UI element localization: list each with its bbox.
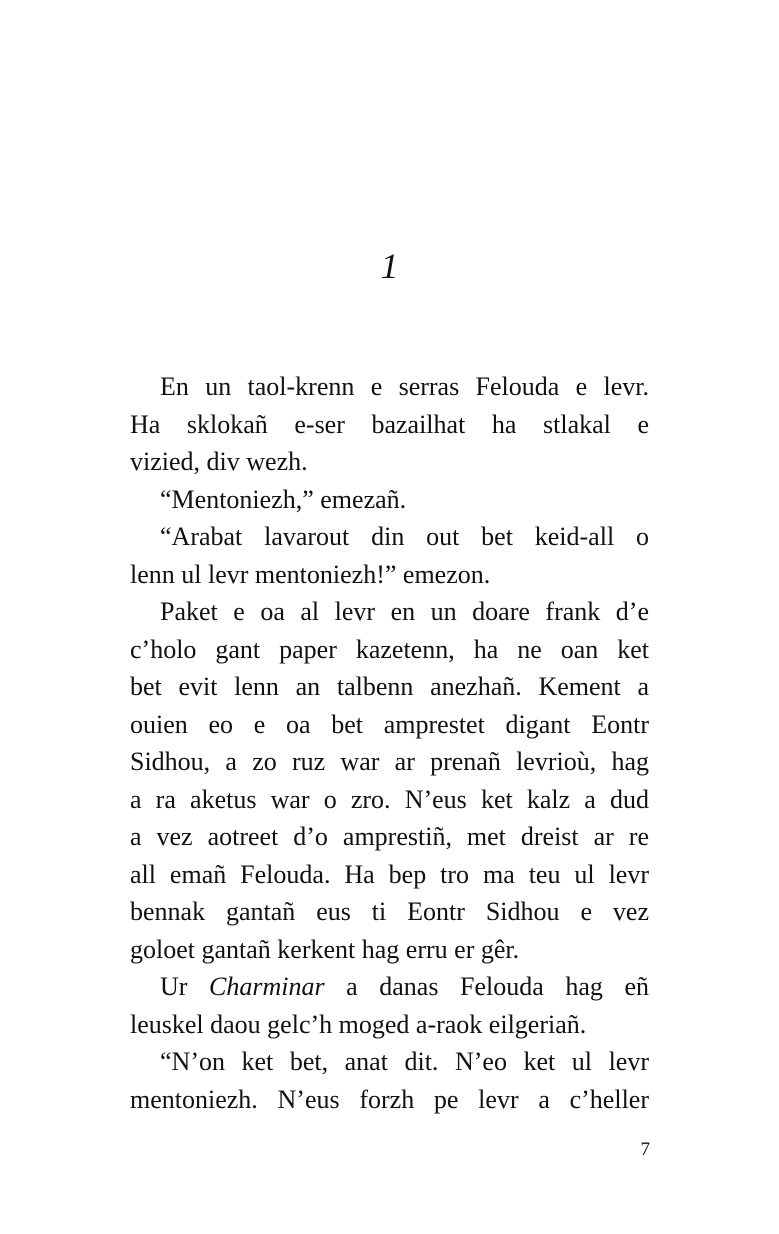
page-number: 7 <box>640 1139 650 1160</box>
text-line: goloet gantañ kerkent hag erru er gêr. <box>130 934 520 964</box>
body-text <box>130 368 649 1118</box>
text-line: bet evit lenn an talbenn anezhañ. Kement a <box>130 672 649 701</box>
text-line: “Mentoniezh,” emezañ. <box>160 484 407 514</box>
text-line: leuskel daou gelc’h moged a-raok eilgeriañ. <box>130 1009 587 1039</box>
text-line: Paket e oa al levr en un doare frank d’e <box>160 597 649 626</box>
text-line: a ra aketus war o zro. N’eus ket kalz a dud <box>130 784 649 814</box>
text-line: En un taol-krenn e serras Felouda e levr. <box>160 372 649 401</box>
text-line: lenn ul levr mentoniezh!” emezon. <box>130 559 491 589</box>
text-line: mentoniezh. N’eus forzh pe levr a c’heller <box>130 1084 649 1114</box>
chapter-number: 1 <box>380 246 399 286</box>
text-line: a vez aotreet d’o amprestiñ, met dreist ar re <box>130 822 649 851</box>
text-line: vizied, div wezh. <box>130 447 308 476</box>
text-line: c’holo gant paper kazetenn, ha ne oan ket <box>130 634 649 664</box>
text-line: all emañ Felouda. Ha bep tro ma teu ul levr <box>130 859 649 889</box>
text-line <box>130 968 649 1006</box>
text-run: a danas Felouda hag eñ <box>324 972 649 1001</box>
text-line: bennak gantañ eus ti Eontr Sidhou e vez <box>130 897 649 926</box>
text-line: Sidhou, a zo ruz war ar prenañ levrioù, hag <box>130 747 649 776</box>
text-line: “Arabat lavarout din out bet keid-all o <box>160 522 649 551</box>
text-line: ouien eo e oa bet amprestet digant Eontr <box>130 709 649 739</box>
text-line: “N’on ket bet, anat dit. N’eo ket ul levr <box>160 1047 649 1076</box>
italic-brand-name: Charminar <box>209 972 325 1001</box>
text-run: Ur <box>160 972 209 1001</box>
text-line: Ha sklokañ e-ser bazailhat ha stlakal e <box>130 409 649 439</box>
